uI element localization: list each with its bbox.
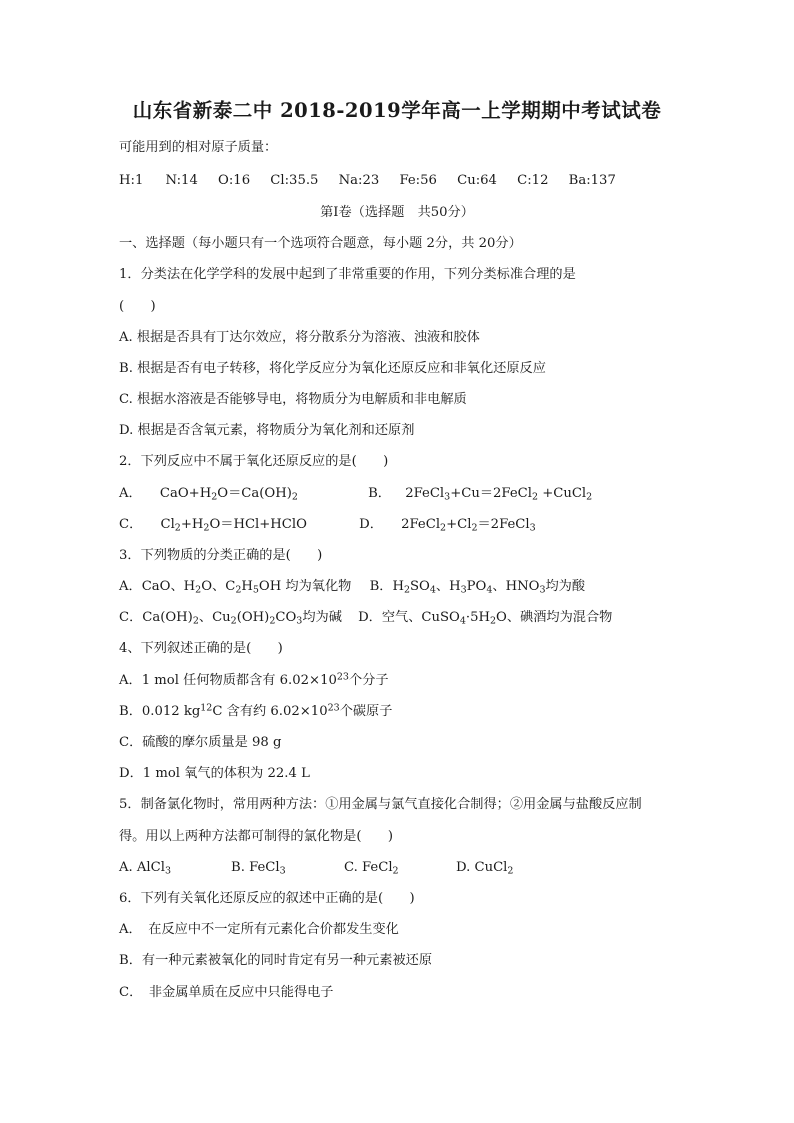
q2-option-a-equation: $CaO+H_2O=Ca(OH)_2$ bbox=[159, 486, 298, 503]
q1-stem: 1．分类法在化学学科的发展中起到了非常重要的作用，下列分类标准合理的是 bbox=[119, 267, 576, 282]
q1-answer-paren: ( ) bbox=[119, 299, 156, 314]
atomic-mass-intro: 可能用到的相对原子质量： bbox=[119, 140, 278, 155]
q3-options-ab bbox=[119, 578, 585, 596]
mass-n: N:14 bbox=[165, 173, 198, 188]
q3-stem: 3．下列物质的分类正确的是( ) bbox=[119, 548, 323, 563]
mass-h: H:1 bbox=[119, 173, 144, 188]
q5-stem-line1: 5．制备氯化物时，常用两种方法：①用金属与氯气直接化合制得；②用金属与盐酸反应制 bbox=[119, 797, 642, 812]
q3-option-d: D．空气、$CuSO_4\cdot 5H_2O$、碘酒均为混合物 bbox=[358, 610, 613, 627]
q6-option-a: A． 在反应中不一定所有元素化合价都发生变化 bbox=[119, 922, 399, 937]
q6-stem: 6．下列有关氧化还原反应的叙述中正确的是( ) bbox=[119, 891, 415, 906]
q2-options-ab bbox=[119, 485, 592, 503]
q1-option-a: A. 根据是否具有丁达尔效应，将分散系分为溶液、浊液和胶体 bbox=[119, 330, 480, 345]
q1-option-b: B. 根据是否有电子转移，将化学反应分为氧化还原反应和非氧化还原反应 bbox=[119, 361, 546, 376]
q5-stem-line2: 得。用以上两种方法都可制得的氯化物是( ) bbox=[119, 829, 394, 844]
q4-option-c: C．硫酸的摩尔质量是 98 g bbox=[119, 735, 282, 750]
q5-option-b: B. FeCl$_3$ bbox=[231, 860, 286, 877]
q2-option-b-label: B． bbox=[368, 486, 391, 501]
q5-option-a: A. AlCl$_3$ bbox=[119, 860, 172, 877]
q5-option-d: D. CuCl$_2$ bbox=[456, 860, 514, 877]
section-header: 第Ⅰ卷（选择题 共50分） bbox=[320, 205, 474, 220]
q2-options-cd bbox=[119, 516, 536, 534]
q5-options bbox=[119, 859, 513, 877]
q4-option-d: D．1 mol 氧气的体积为 22.4 L bbox=[119, 766, 310, 781]
q6-option-c: C． 非金属单质在反应中只能得电子 bbox=[119, 985, 334, 1000]
q2-option-b-equation: 2FeCl$_3$+Cu＝2FeCl$_2$ +CuCl$_2$ bbox=[405, 486, 593, 503]
exam-title: 山东省新泰二中 2018-2019学年高一上学期期中考试试卷 bbox=[132, 99, 662, 122]
mass-fe: Fe:56 bbox=[399, 173, 437, 188]
mass-c: C:12 bbox=[517, 173, 549, 188]
q2-option-c-label: C． bbox=[119, 517, 143, 532]
mass-cu: Cu:64 bbox=[457, 173, 497, 188]
part-one-heading: 一、选择题（每小题只有一个选项符合题意，每小题 2分，共 20分） bbox=[119, 236, 522, 251]
q2-stem: 2．下列反应中不属于氧化还原反应的是( ) bbox=[119, 454, 389, 469]
q6-option-b: B．有一种元素被氧化的同时肯定有另一种元素被还原 bbox=[119, 953, 433, 968]
q2-option-c-equation: $Cl_2+H_2O=HCl+HClO$ bbox=[160, 517, 307, 534]
q4-stem: 4、下列叙述正确的是( ) bbox=[119, 641, 283, 656]
atomic-mass-list bbox=[119, 172, 616, 190]
mass-na: Na:23 bbox=[338, 173, 380, 188]
mass-o: O:16 bbox=[218, 173, 251, 188]
mass-ba: Ba:137 bbox=[568, 173, 616, 188]
q1-option-c: C. 根据水溶液是否能够导电，将物质分为电解质和非电解质 bbox=[119, 392, 467, 407]
q4-option-a: A．1 mol 任何物质都含有 $6.02\times 10^{23}$个分子 bbox=[119, 671, 389, 688]
q2-option-d-label: D． bbox=[359, 517, 383, 532]
mass-cl: Cl:35.5 bbox=[270, 173, 319, 188]
q1-option-d: D. 根据是否含氧元素，将物质分为氧化剂和还原剂 bbox=[119, 423, 415, 438]
q3-option-c: C．$Ca(OH)_2$、$Cu_2(OH)_2CO_3$均为碱 bbox=[119, 610, 342, 627]
q4-option-b: B．0.012 $kg^{12}C$ 含有约 $6.02\times 10^{23}$个碳原子 bbox=[119, 702, 393, 719]
q5-option-c: C. FeCl$_2$ bbox=[344, 860, 399, 877]
q3-option-b: B．$H_2SO_4$、$H_3PO_4$、$HNO_3$均为酸 bbox=[369, 579, 586, 596]
q3-option-a: A．CaO、$H_2O$、$C_2H_5OH$ 均为氧化物 bbox=[119, 579, 352, 596]
q2-option-d-equation: $2FeCl_2+Cl_2=2FeCl_3$ bbox=[401, 517, 536, 534]
q2-option-a-label: A． bbox=[119, 486, 142, 501]
q3-options-cd bbox=[119, 609, 612, 627]
